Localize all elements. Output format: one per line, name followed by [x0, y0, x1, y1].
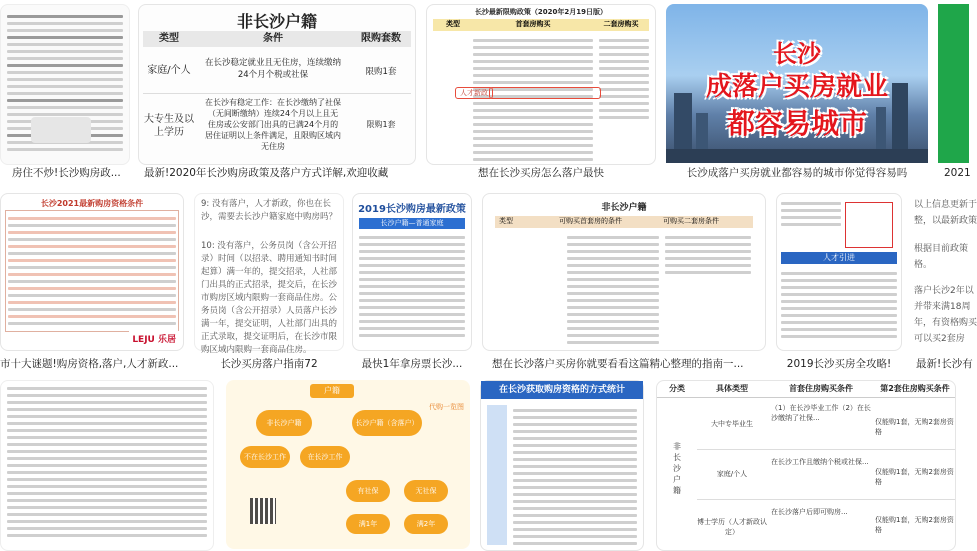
cell-second: 仅能购1套，无购2套房资格	[875, 516, 954, 534]
result-thumbnail[interactable]	[480, 380, 644, 551]
table-title: 长沙最新限购政策（2020年2月19日版）	[474, 8, 608, 16]
cell-type: 大专生及以上学历	[144, 114, 194, 138]
result-caption[interactable]: 最新!2020年长沙购房政策及落户方式详解,欢迎收藏	[144, 167, 389, 179]
side-label: 非长沙户籍	[673, 442, 681, 495]
highlight-row-label: 人才新政	[455, 87, 493, 99]
result-thumbnail[interactable]	[0, 380, 214, 551]
result-card-4[interactable]	[666, 4, 928, 184]
text-line: 整，以最新政策	[914, 216, 977, 226]
cell-type: 大中专毕业生	[711, 420, 753, 428]
flow-node: 无社保	[404, 480, 448, 502]
result-thumbnail[interactable]	[910, 193, 977, 349]
result-caption[interactable]: 最快1年拿房票长沙...	[361, 358, 463, 370]
paragraph-10: 10: 没有落户，公务员岗（含公开招录）时间（以招录、聘用通知书时间起算）满一年的，提交招录，人社部门出具的正式招录，提交后，在长沙市购房区域内限购一套商品住房。公务员岗（含公开招录）人员落户长沙满一年，提交证明，人社部门出具的正式录取，提交证明后，在长沙市限购区域内限购一套商品住房。	[201, 241, 338, 355]
paragraph-9: 9: 没有落户，人才新政，你也在长沙，需要去长沙户籍家庭中购房吗？	[201, 199, 338, 222]
result-card-9[interactable]	[482, 193, 766, 375]
result-thumbnail[interactable]	[226, 380, 470, 549]
result-card-2[interactable]	[138, 4, 416, 184]
column-header: 二套房购买	[603, 20, 639, 28]
flow-node: 户籍	[310, 384, 354, 398]
flow-node: 非长沙户籍	[256, 410, 312, 436]
result-thumbnail[interactable]	[666, 4, 928, 163]
result-card-15[interactable]	[656, 380, 956, 549]
result-caption[interactable]: 市十大谜题!购房资格,落户,人才新政...	[0, 358, 179, 370]
section-header: 人才引进	[781, 252, 897, 264]
text-line: 落户长沙2年以	[914, 286, 974, 296]
cell-condition: 在长沙稳定就业且无住房，连续缴纳24个月个税或社保	[205, 58, 342, 80]
column-header: 第2套住房购买条件	[880, 384, 950, 393]
banner-line-2: 成落户买房就业	[705, 72, 888, 102]
column-header: 类型	[499, 217, 513, 225]
column-header: 可购买首套房的条件	[559, 217, 622, 225]
cell-condition: 在长沙落户后即可购房...	[771, 508, 848, 516]
doc-subtitle: 长沙户籍—普通家庭	[359, 218, 465, 229]
text-line: 以上信息更新于	[914, 200, 977, 210]
column-header: 类型	[446, 20, 460, 28]
badge: 代购一览图	[429, 403, 464, 411]
result-card-7[interactable]	[194, 193, 344, 375]
flow-node: 满2年	[404, 514, 448, 534]
leju-logo: LEJU 乐居	[129, 331, 179, 346]
column-header: 分类	[669, 384, 685, 393]
result-card-1[interactable]	[0, 4, 130, 184]
cell-second: 仅能购1套，无购2套房资格	[875, 418, 954, 436]
text-line: 可以买2套房	[914, 334, 965, 344]
result-thumbnail[interactable]	[138, 4, 416, 165]
banner-line-3: 都容易城市	[726, 107, 867, 140]
result-thumbnail[interactable]	[776, 193, 902, 351]
result-card-6[interactable]	[0, 193, 184, 375]
cell-condition: 在长沙有稳定工作：在长沙缴纳了社保（无间断缴纳）连续24个月以上且无住房或公安部门出具的已满24个月的居住证明以上条件满足，且限购区域内无住房	[205, 98, 341, 151]
cell-limit: 限购1套	[365, 67, 397, 77]
result-card-3[interactable]	[426, 4, 656, 184]
doc-title: 2019长沙购房最新政策	[358, 204, 466, 215]
flow-node: 长沙户籍（含落户）	[352, 410, 422, 436]
text-line: 根据目前政策	[914, 244, 969, 254]
doc-title: 在长沙获取购房资格的方式统计	[481, 381, 643, 399]
banner-line-1: 长沙	[773, 40, 821, 68]
text-line: 并带来满18周	[914, 302, 971, 312]
flow-node: 有社保	[346, 480, 390, 502]
result-card-10[interactable]	[776, 193, 902, 375]
column-header: 首套房购买	[515, 20, 551, 28]
flow-node: 满1年	[346, 514, 390, 534]
cell-type: 家庭/个人	[716, 470, 748, 478]
table-title: 非长沙户籍	[236, 12, 317, 31]
column-header: 可购买二套房条件	[663, 217, 719, 225]
column-header: 类型	[159, 33, 179, 44]
result-caption[interactable]: 2019长沙买房全攻略!	[786, 358, 892, 370]
result-caption[interactable]: 最新!长沙有	[916, 358, 973, 370]
result-thumbnail[interactable]	[938, 4, 969, 163]
result-thumbnail[interactable]	[0, 4, 130, 165]
flow-node: 在长沙工作	[300, 446, 350, 468]
cell-condition: 在长沙工作且缴纳个税或社保...	[771, 458, 869, 466]
result-card-13[interactable]	[226, 380, 470, 549]
cell-type: 家庭/个人	[147, 65, 191, 76]
column-header: 限购套数	[361, 33, 401, 44]
column-header: 条件	[263, 33, 283, 44]
result-thumbnail[interactable]	[194, 193, 344, 355]
result-card-14[interactable]	[480, 380, 644, 549]
result-thumbnail[interactable]	[352, 193, 472, 351]
result-caption[interactable]: 长沙成落户买房就业都容易的城市你觉得容易吗	[686, 167, 908, 179]
qr-code-icon	[250, 498, 276, 524]
result-caption[interactable]: 长沙买房落户指南72	[220, 358, 318, 370]
result-caption[interactable]: 2021	[944, 167, 971, 179]
cell-condition: （1）在长沙毕业工作（2）在长沙缴纳了社保...	[771, 404, 871, 422]
cell-limit: 限购1套	[366, 120, 396, 129]
cell-second: 仅能购1套，无购2套房资格	[875, 468, 954, 486]
text-line: 年，有资格购买	[914, 318, 977, 328]
column-header: 首套住房购买条件	[789, 384, 853, 393]
text-line: 格。	[914, 260, 933, 270]
result-card-8[interactable]	[352, 193, 472, 375]
cell-type: 博士学历（人才新政认定）	[697, 518, 767, 536]
table-title: 非长沙户籍	[601, 203, 647, 213]
result-thumbnail[interactable]	[0, 193, 184, 351]
result-card-5[interactable]	[938, 4, 969, 184]
result-caption[interactable]: 房住不炒!长沙购房政...	[12, 167, 121, 179]
result-thumbnail[interactable]	[482, 193, 766, 351]
result-thumbnail[interactable]	[426, 4, 656, 165]
column-header: 具体类型	[716, 384, 748, 393]
result-card-11[interactable]	[910, 193, 977, 375]
doc-title: 长沙2021最新购房资格条件	[40, 199, 144, 208]
result-caption[interactable]: 想在长沙买房怎么落户最快	[478, 167, 604, 179]
result-thumbnail[interactable]	[656, 380, 956, 551]
flow-node: 不在长沙工作	[240, 446, 290, 468]
result-caption[interactable]: 想在长沙落户买房你就要看看这篇精心整理的指南一...	[492, 358, 744, 370]
result-card-12[interactable]	[0, 380, 214, 549]
